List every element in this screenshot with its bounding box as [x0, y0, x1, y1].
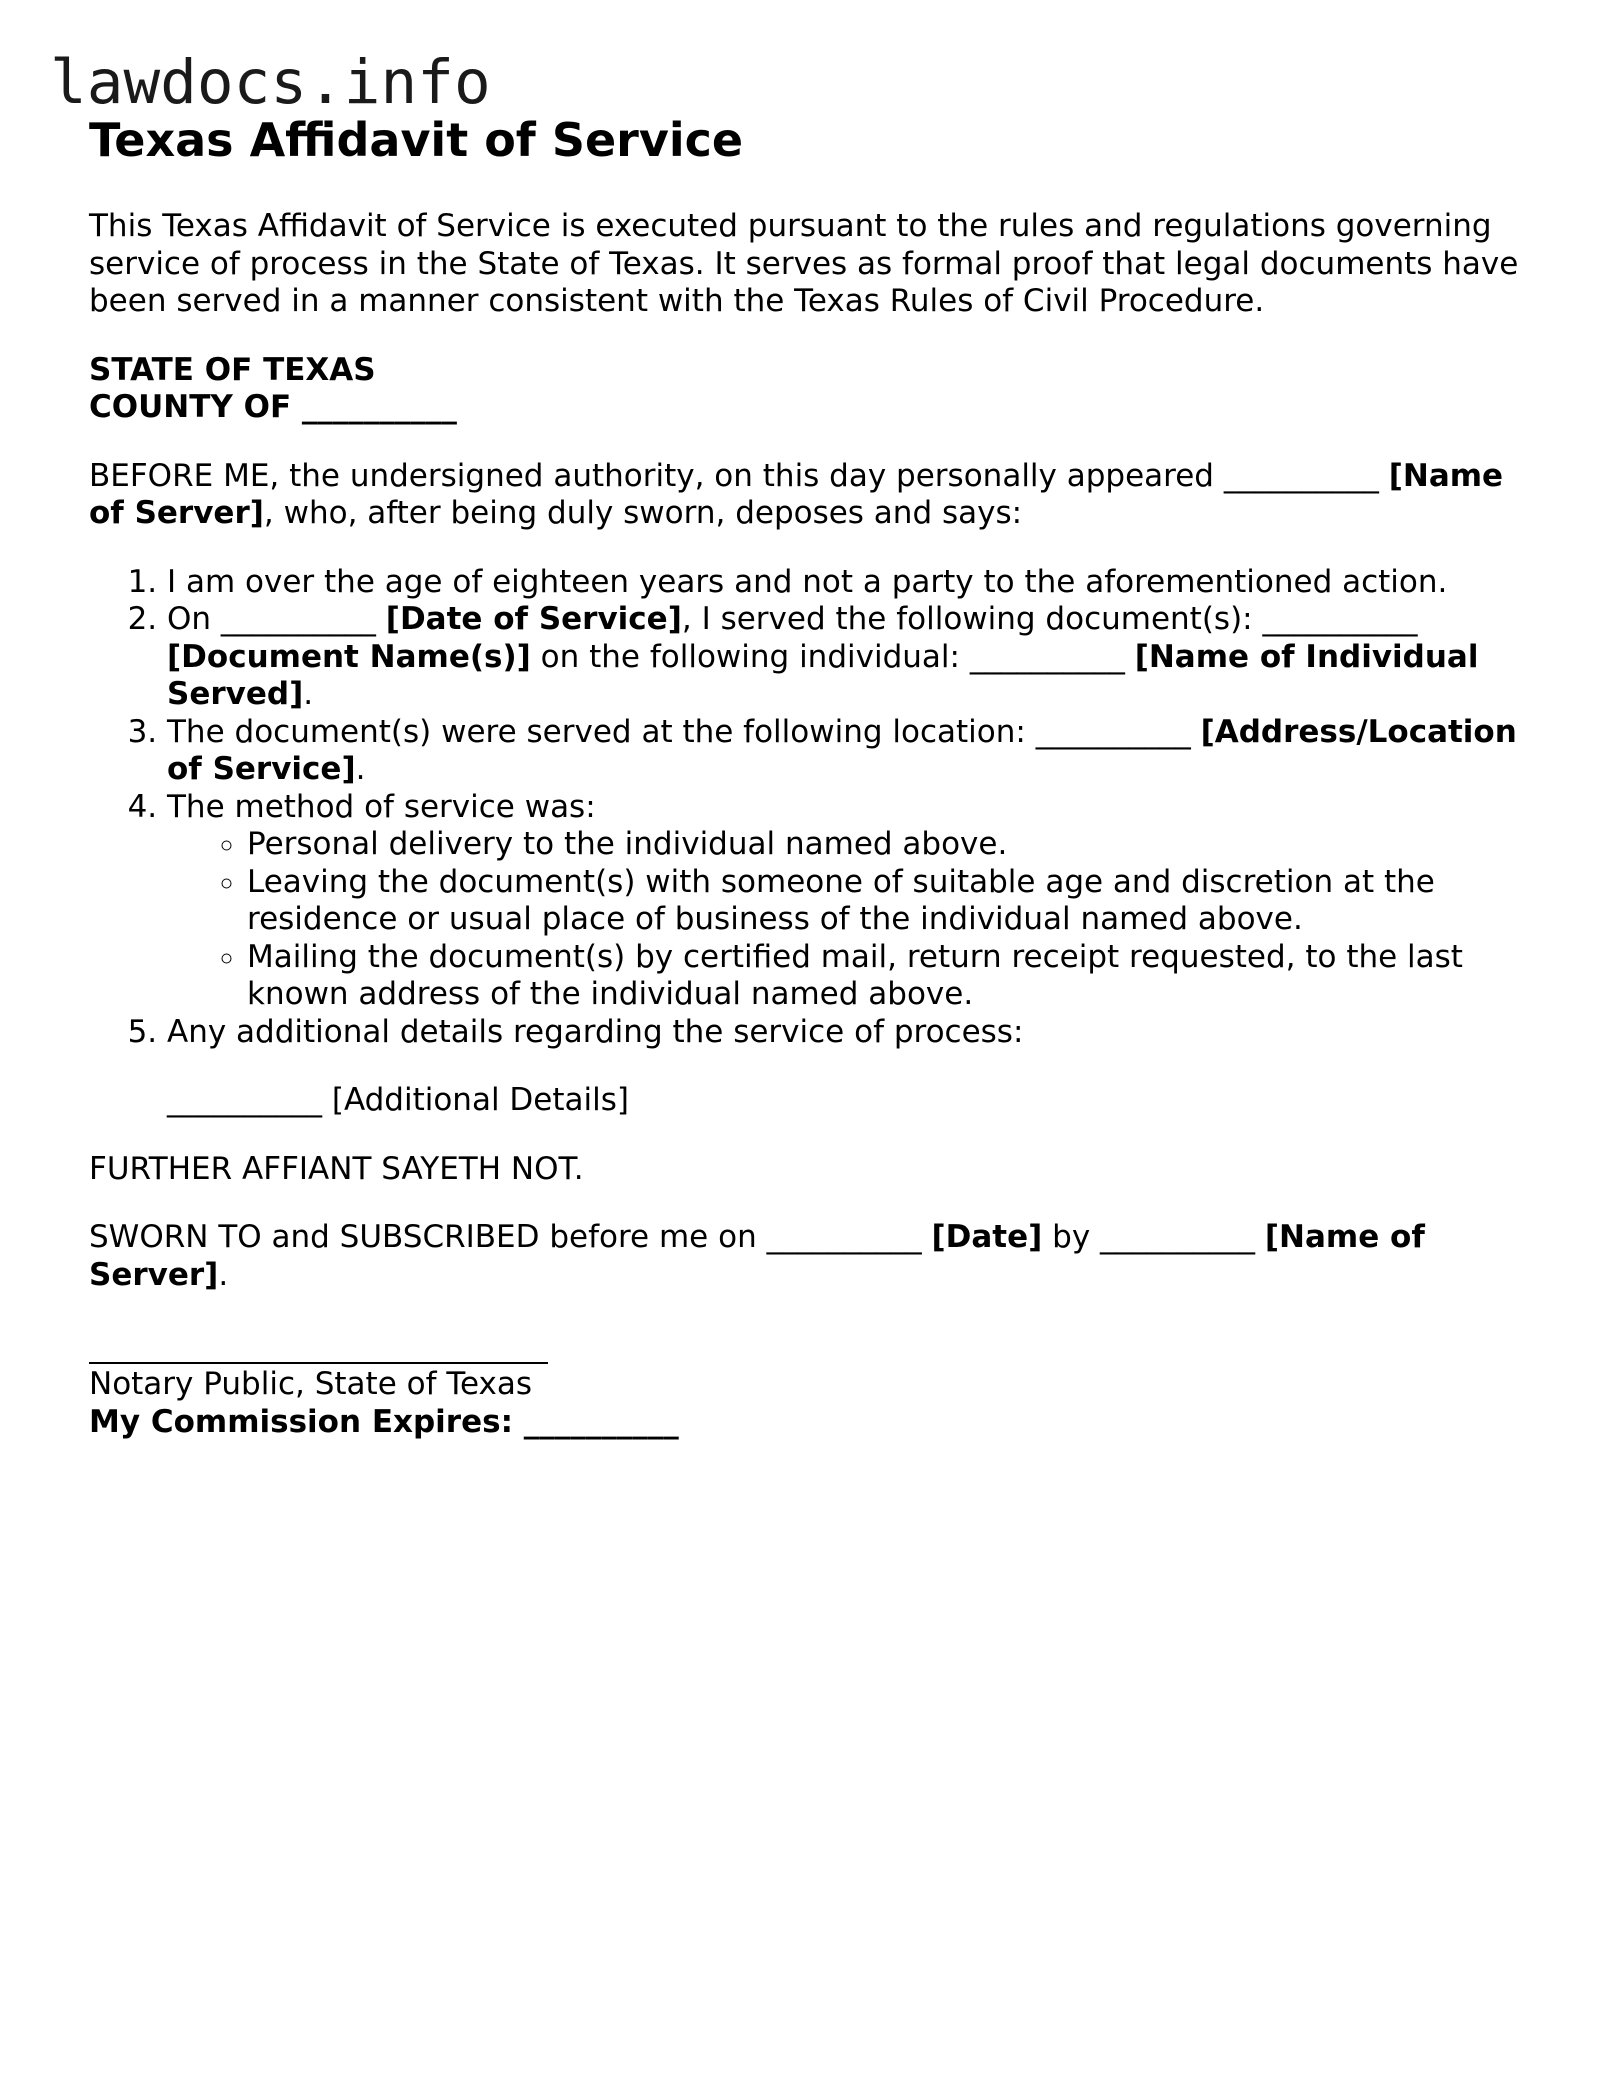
- sworn-date-blank: __________: [766, 1219, 922, 1255]
- sworn-date-placeholder: [Date]: [931, 1219, 1043, 1255]
- statement-age-text: I am over the age of eighteen years and not a party to the aforementioned action.: [167, 563, 1448, 600]
- location-blank: __________: [1035, 713, 1191, 750]
- server-blank: __________: [1223, 457, 1379, 494]
- location-period: .: [355, 751, 366, 787]
- served-docs-text: , I served the following document(s):: [681, 601, 1253, 637]
- statement-served-documents: [167, 601, 1539, 714]
- further-affiant: FURTHER AFFIANT SAYETH NOT.: [89, 1150, 584, 1187]
- location-text: The document(s) were served at the following location:: [167, 713, 1026, 750]
- statement-method: [167, 789, 1539, 1014]
- commission-expires: [89, 1404, 1539, 1442]
- service-methods-list: [167, 826, 1539, 1014]
- location-placeholder: [Address/Location of Service]: [167, 713, 1517, 787]
- venue-block: [89, 352, 1539, 427]
- intro-paragraph: This Texas Affidavit of Service is executed pursuant to the rules and regulations governing service of process in the State of Texas. It serves as formal proof that legal documents have been served in a manner consistent with the Texas Rules of Civil Procedure.: [89, 208, 1519, 319]
- served-individual-text: on the following individual:: [540, 638, 960, 675]
- sworn-server-placeholder: [Name of Server]: [89, 1219, 1425, 1293]
- method-certified-mail: ◦ Mailing the document(s) by certified mail, return receipt requested, to the last known address of the individual named above.: [247, 939, 1539, 1014]
- sworn-period: .: [218, 1256, 229, 1293]
- affidavit-statements: [89, 564, 1539, 1120]
- commission-expires-text: My Commission Expires: __________: [89, 1403, 679, 1440]
- site-watermark: lawdocs.info: [50, 47, 491, 118]
- before-text: BEFORE ME, the undersigned authority, on this day personally appeared: [89, 457, 1214, 494]
- additional-details-field: __________ [Additional Details]: [167, 1082, 629, 1118]
- service-date-placeholder: [Date of Service]: [385, 601, 682, 637]
- served-on-text: On: [167, 601, 212, 637]
- sworn-by-text: by: [1052, 1219, 1091, 1255]
- statement-location: [167, 714, 1539, 789]
- method-personal-delivery: ◦ Personal delivery to the individual named above.: [247, 826, 1539, 864]
- sworn-text: SWORN TO and SUBSCRIBED before me on: [89, 1219, 757, 1255]
- before-text-end: , who, after being duly sworn, deposes and says:: [263, 495, 1023, 531]
- service-date-blank: __________: [220, 601, 376, 637]
- before-me-paragraph: [89, 458, 1539, 533]
- notary-signature-line: [89, 1330, 548, 1364]
- affidavit-document: [89, 108, 1539, 1441]
- statement-age: [167, 564, 1539, 602]
- state-line: STATE OF TEXAS: [89, 351, 376, 388]
- individual-name-placeholder: [Name of Individual Served]: [167, 638, 1479, 712]
- additional-details-text: Any additional details regarding the service of process:: [167, 1013, 1024, 1050]
- statement-additional-details: [167, 1014, 1539, 1120]
- county-line: COUNTY OF __________: [89, 389, 457, 425]
- method-text: The method of service was:: [167, 788, 596, 825]
- document-title: Texas Affidavit of Service: [89, 113, 744, 167]
- server-name-placeholder: [Name of Server]: [89, 457, 1504, 531]
- individual-name-blank: __________: [969, 638, 1125, 675]
- document-name-blank: __________: [1262, 601, 1418, 637]
- sworn-statement: [89, 1219, 1539, 1294]
- document-name-placeholder: [Document Name(s)]: [167, 638, 531, 675]
- statement-period: .: [303, 676, 314, 712]
- method-leave-with-resident: ◦ Leaving the document(s) with someone of suitable age and discretion at the residence or usual place of business of the individual named above.: [247, 864, 1539, 939]
- sworn-server-blank: __________: [1100, 1219, 1256, 1255]
- notary-label: Notary Public, State of Texas: [89, 1366, 533, 1402]
